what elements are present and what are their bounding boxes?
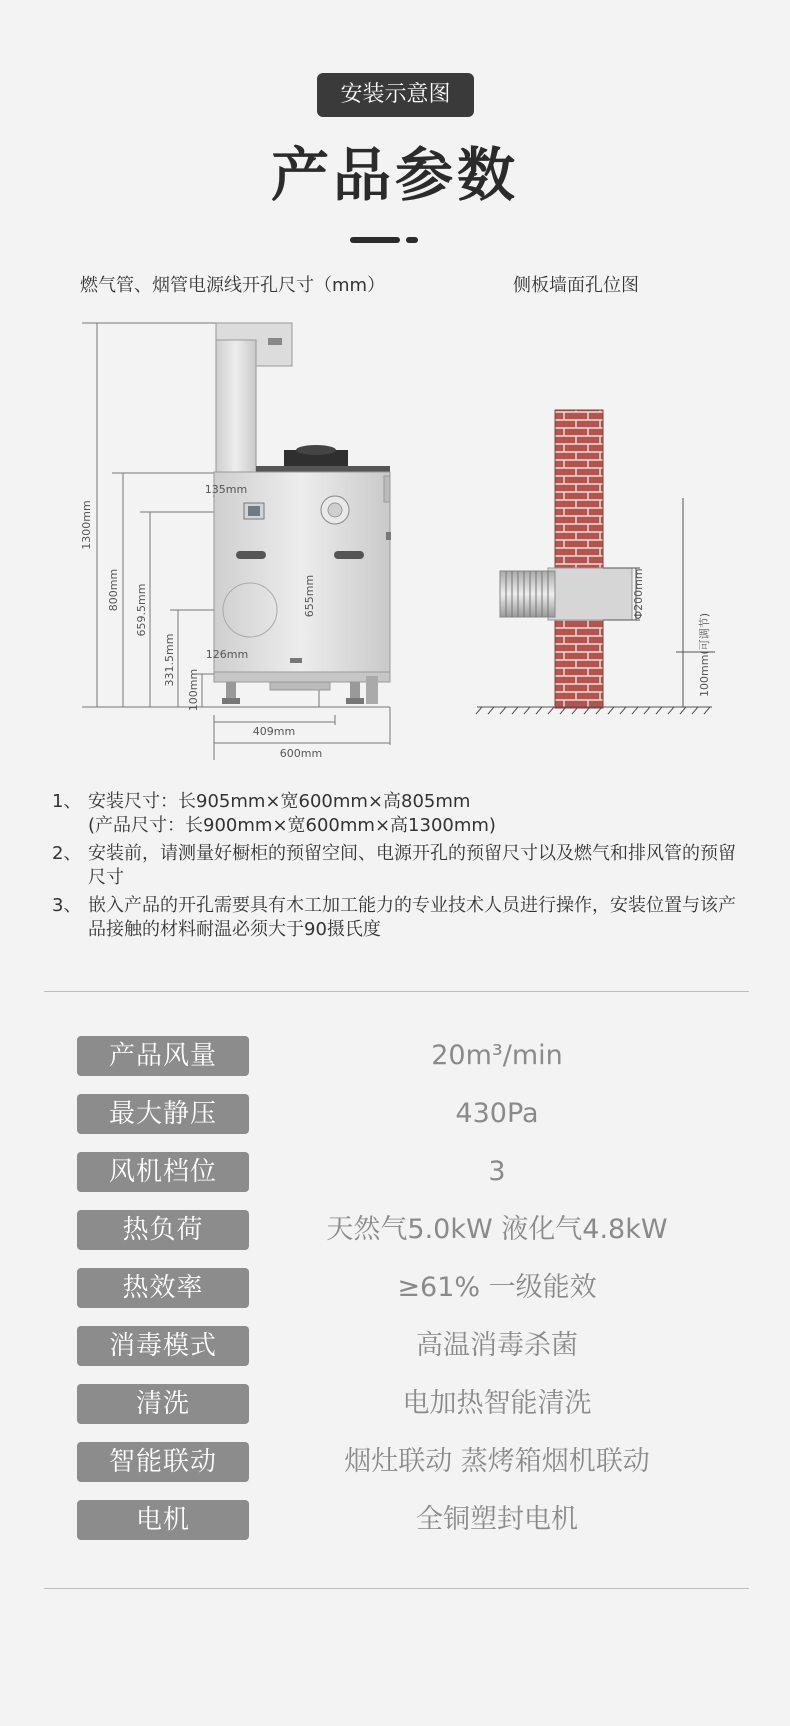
spec-value: 430Pa	[455, 1098, 539, 1129]
dim-phi200: Φ200mm	[632, 568, 645, 620]
spec-value: 3	[488, 1156, 506, 1187]
spec-row	[77, 1094, 747, 1134]
section-badge: 安装示意图	[317, 73, 474, 117]
note-text: 安装前，请测量好橱柜的预留空间、电源开孔的预留尺寸以及燃气和排风管的预留尺寸	[88, 843, 736, 888]
spec-label: 智能联动	[77, 1442, 249, 1482]
spec-row	[77, 1500, 747, 1540]
spec-label: 清洗	[77, 1384, 249, 1424]
spec-label: 风机档位	[77, 1152, 249, 1192]
spec-value: 高温消毒杀菌	[416, 1330, 578, 1361]
note-item	[52, 790, 752, 838]
divider-bottom	[44, 1588, 749, 1589]
spec-row	[77, 1152, 747, 1192]
title-underline-long	[350, 237, 400, 243]
dim-126: 126mm	[205, 648, 249, 661]
product-elevation	[82, 323, 391, 760]
spec-label: 电机	[77, 1500, 249, 1540]
note-text: 嵌入产品的开孔需要具有木工加工能力的专业技术人员进行操作，安装位置与该产品接触的材料耐温必须大于90摄氏度	[88, 895, 736, 940]
dim-800: 800mm	[107, 568, 120, 612]
note-item	[52, 894, 752, 942]
dim-409: 409mm	[252, 725, 296, 738]
spec-value: 烟灶联动 蒸烤箱烟机联动	[344, 1446, 650, 1477]
spec-value: 电加热智能清洗	[402, 1388, 592, 1419]
spec-label: 产品风量	[77, 1036, 249, 1076]
dim-659: 659.5mm	[135, 583, 148, 637]
spec-value: 20m³/min	[431, 1040, 563, 1071]
spec-label: 热效率	[77, 1268, 249, 1308]
installation-diagram	[0, 300, 790, 760]
spec-row	[77, 1442, 747, 1482]
note-number: 1、	[52, 791, 82, 812]
spec-value: 全铜塑封电机	[416, 1504, 578, 1535]
spec-value: ≥61% 一级能效	[397, 1272, 597, 1303]
installation-notes	[52, 790, 752, 946]
dim-600: 600mm	[279, 747, 323, 760]
note-number: 2、	[52, 843, 82, 864]
spec-row	[77, 1210, 747, 1250]
spec-value: 天然气5.0kW 液化气4.8kW	[326, 1214, 668, 1245]
title-underline-short	[406, 237, 418, 243]
spec-label: 消毒模式	[77, 1326, 249, 1366]
spec-row	[77, 1268, 747, 1308]
dim-655: 655mm	[303, 574, 316, 618]
divider-top	[44, 991, 749, 992]
spec-row	[77, 1326, 747, 1366]
page-title: 产品参数	[270, 141, 519, 209]
left-diagram-caption: 燃气管、烟管电源线开孔尺寸（mm）	[80, 275, 386, 296]
wall-section	[476, 410, 715, 714]
note-text: 安装尺寸：长905mm×宽600mm×高805mm (产品尺寸：长900mm×宽600mm×高1300mm)	[88, 791, 496, 836]
note-item	[52, 842, 752, 890]
spec-label: 热负荷	[77, 1210, 249, 1250]
spec-row	[77, 1036, 747, 1076]
dim-100-adjustable: 100mm(可调节)	[698, 612, 711, 698]
right-diagram-caption: 侧板墙面孔位图	[513, 275, 639, 296]
dim-100-left: 100mm	[187, 668, 200, 712]
dim-331: 331.5mm	[163, 633, 176, 687]
dim-135: 135mm	[204, 483, 248, 496]
spec-row	[77, 1384, 747, 1424]
note-number: 3、	[52, 895, 82, 916]
spec-label: 最大静压	[77, 1094, 249, 1134]
dim-1300: 1300mm	[80, 500, 93, 550]
